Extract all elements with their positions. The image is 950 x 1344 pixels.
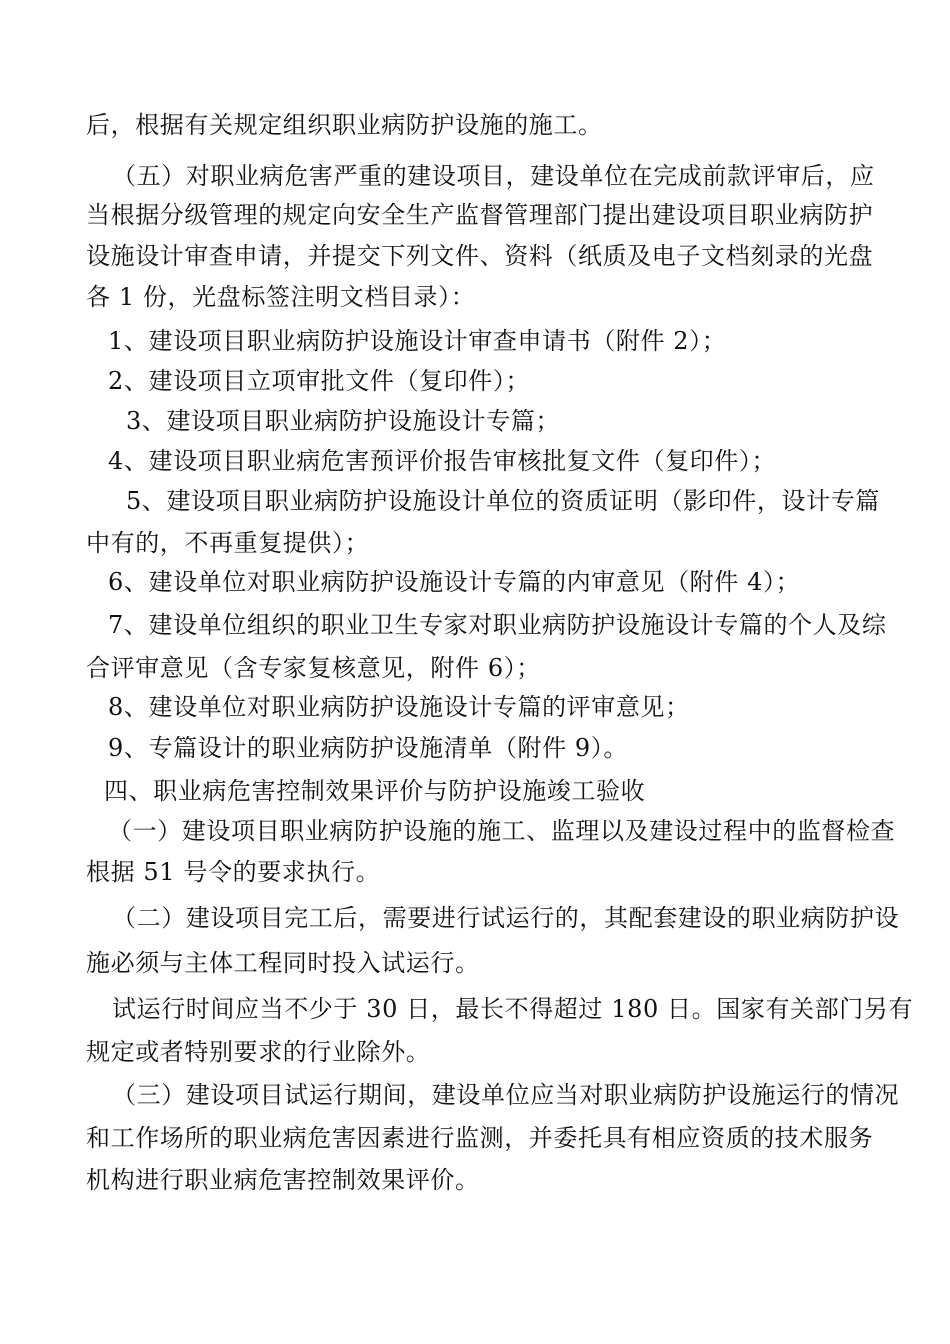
text-line: 和工作场所的职业病危害因素进行监测，并委托具有相应资质的技术服务 [86,1124,874,1152]
list-item: 5、建设项目职业病防护设施设计单位的资质证明（影印件，设计专篇 [126,487,880,515]
list-item: 2、建设项目立项审批文件（复印件）； [108,367,531,395]
list-item: 4、建设项目职业病危害预评价报告审核批复文件（复印件）； [108,447,777,475]
text-line: 当根据分级管理的规定向安全生产监督管理部门提出建设项目职业病防护 [86,201,874,229]
list-item: 6、建设单位对职业病防护设施设计专篇的内审意见（附件 4）； [108,568,801,596]
text-line: 合评审意见（含专家复核意见，附件 6）； [86,654,541,682]
text-line: 规定或者特别要求的行业除外。 [86,1038,431,1066]
text-line: 各 1 份，光盘标签注明文档目录）： [86,283,476,311]
text-line: 后，根据有关规定组织职业病防护设施的施工。 [86,111,603,139]
list-item: 3、建设项目职业病防护设施设计专篇； [126,407,561,435]
text-line: （二）建设项目完工后，需要进行试运行的，其配套建设的职业病防护设 [112,904,900,932]
list-item: 8、建设单位对职业病防护设施设计专篇的评审意见； [108,693,690,721]
text-line: 试运行时间应当不少于 30 日，最长不得超过 180 日。国家有关部门另有 [112,995,914,1023]
list-item: 1、建设项目职业病防护设施设计审查申请书（附件 2）； [108,327,727,355]
text-line: （一）建设项目职业病防护设施的施工、监理以及建设过程中的监督检查 [108,817,896,845]
text-line: （三）建设项目试运行期间，建设单位应当对职业病防护设施运行的情况 [112,1081,900,1109]
text-line: 设施设计审查申请，并提交下列文件、资料（纸质及电子文档刻录的光盘 [86,242,874,270]
text-line: 根据 51 号令的要求执行。 [86,858,381,886]
text-line: （五）对职业病危害严重的建设项目，建设单位在完成前款评审后，应 [112,162,875,190]
section-heading: 四、职业病危害控制效果评价与防护设施竣工验收 [104,777,646,805]
text-line: 中有的，不再重复提供）； [86,529,370,557]
list-item: 9、专篇设计的职业病防护设施清单（附件 9）。 [108,734,628,762]
list-item: 7、建设单位组织的职业卫生专家对职业病防护设施设计专篇的个人及综 [108,611,887,639]
text-line: 施必须与主体工程同时投入试运行。 [86,949,480,977]
text-line: 机构进行职业病危害控制效果评价。 [86,1166,480,1194]
